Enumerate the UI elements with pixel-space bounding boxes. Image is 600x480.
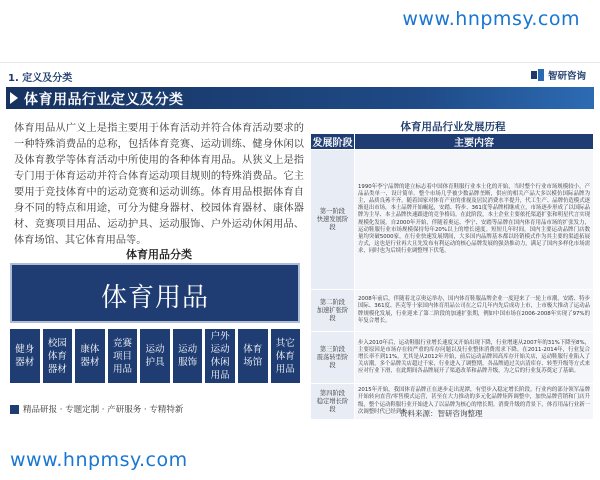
diagram-title: 体育用品分类 xyxy=(126,248,192,261)
category-box: 体育场馆 xyxy=(238,329,268,383)
logo-icon xyxy=(531,69,545,81)
column-header: 主要内容 xyxy=(355,134,594,150)
footer xyxy=(10,403,183,415)
column-header: 发展阶段 xyxy=(311,134,355,150)
diagram-main-box xyxy=(10,263,300,323)
stage-cell: 第二阶段 加速扩张阶段 xyxy=(311,290,355,332)
table-header-row xyxy=(311,134,594,150)
table-title: 体育用品行业发展历程 xyxy=(400,121,506,133)
watermark-text: www.hnpmsy.com xyxy=(10,449,188,471)
content-cell: 2015年开始，我国体育品牌正在逐步走出泥潭，有望步入稳定增长阶段。行业内的部分领军品牌开始转向直营/零售模式运营，甚至在大力推动的多元化品牌矩阵调整中，加快品牌营销和门店升级，整个运动鞋服行业开始进入了以品牌为核心的增长期。消费升级的背景下，体育用品行业新一次调整时代已经到来。 xyxy=(355,384,594,420)
logo-text: 智研咨询 xyxy=(547,71,586,82)
watermark-top xyxy=(0,0,600,38)
category-box: 竞赛项目用品 xyxy=(108,329,138,383)
footer-text: 精品研报 · 专题定制 · 产研服务 · 专精特新 xyxy=(23,405,184,415)
watermark-bottom xyxy=(0,440,600,480)
category-box: 康体器材 xyxy=(75,329,105,383)
classification-diagram xyxy=(10,263,300,383)
table-row xyxy=(311,290,594,332)
logo xyxy=(531,68,586,82)
table-source: 资料来源：智研咨询整理 xyxy=(400,409,483,418)
history-table xyxy=(310,133,594,420)
category-box: 运动服饰 xyxy=(173,329,203,383)
content-cell: 1990年李宁品牌的建立标志着中国体育鞋服行业本土化的开始，当时整个行业市场规模较小，产品品类单一，设计简单。整个市场几乎被少数品牌垄断，供应的相关产品大多以模仿国际品牌为主，品质良莠不齐。随着国家对体育产业的重视及居民消费水平提升，代工生产、品牌仿造模式逐渐退出市场，本土品牌开始崛起，安踏、特步、361度等品牌相继成立，市场逐步形成了以国际品牌为主导、本土品牌快速跟进的竞争格局。在此阶段，本土企业主要依托渠道扩张和明星代言实现规模化发展。自2000年开始，伴随着奥运、李宁、安踏等品牌在国内体育用品市场的扩张发力，运动鞋服行业市场规模保持每年20%以上的增长速度。短短几年时间，国内主要运动品牌门店数量均突破5000家，在行业快速发展期间，大多国内品牌基本都以经销模式作为其主要的渠道拓展方式，这也是行业再大且先发布有利运动的核心品牌发展的强劲推动力，满足了国内多样化市场需求，同时也为后续行业调整埋下伏笔。 xyxy=(355,150,594,290)
category-box: 其它体育用品 xyxy=(271,329,301,383)
page-title-bar xyxy=(6,87,594,109)
table-row xyxy=(311,332,594,384)
section-label: 1. 定义及分类 xyxy=(8,73,73,84)
stage-cell: 第三阶段 震荡转型阶段 xyxy=(311,332,355,384)
diagram-main-label: 体育用品 xyxy=(100,283,209,313)
watermark-text: www.hnpmsy.com xyxy=(402,8,580,30)
intro-paragraph: 体育用品从广义上是指主要用于体育活动并符合体育活动要求的一种特殊消费品的总称，包括体育竞赛、运动训练、健身休闲以及体育教学等体育活动中所使用的各种体育用品。从狭义上是指专门用于体育运动并符合体育运动项目规则的特殊消费品。它主要用于竞技体育中的运动竞赛和运动训练。体育用品根据体育自身不同的特点和用途，可分为健身器材、校园体育器材、康体器材、竞赛项目用品、运动护具、运动服饰、户外运动休闲用品、体育场馆、其它体育用品等。 xyxy=(14,123,304,246)
table-row xyxy=(311,150,594,290)
triangle-icon xyxy=(10,92,18,104)
category-list xyxy=(10,329,300,383)
stage-cell: 第四阶段 稳定增长阶段 xyxy=(311,384,355,420)
content-cell: 步入2010年后，运动鞋服行业增长速度又开始出现下降，行业增速从2007年的31%下降至8%，主要原因是市场存在较严重的库存问题以及行业整体消费需求下降。在2011-2014年，行业复合增长率不到11%，尤其是从2012年开始，前后运动品牌因高库存开始关店，运动鞋服行业陷入了关店潮，多个品牌关店超过千家，行业进入了调整期，各品牌通过关店清库存、转型升级等方式来应对行业下滑，在此期间各品牌展开了渠道改革和品牌升级，为之后的行业复苏奠定了基础。 xyxy=(355,332,594,384)
content-cell: 2008年前后，伴随着北京奥运举办，国内体育鞋服品牌企业一度迎来了一轮上市潮，安踏、特步国际、361度、匹克等十家国内体育用品公司在之后几年内先后成功上市，上市极大推动了运动品牌规模化发展，行业迎来了第二阶段的加速扩张期，例如中国市场在2006-2008年实现了97%的年复合增长。 xyxy=(355,290,594,332)
category-box: 运动护具 xyxy=(140,329,170,383)
slide xyxy=(0,62,600,422)
square-icon xyxy=(10,405,19,414)
category-box: 校园体育器材 xyxy=(43,329,73,383)
category-box: 户外运动休闲用品 xyxy=(205,329,235,383)
stage-cell: 第一阶段 快速发展阶段 xyxy=(311,150,355,290)
page-title: 体育用品行业定义及分类 xyxy=(24,92,184,108)
category-box: 健身器材 xyxy=(10,329,40,383)
